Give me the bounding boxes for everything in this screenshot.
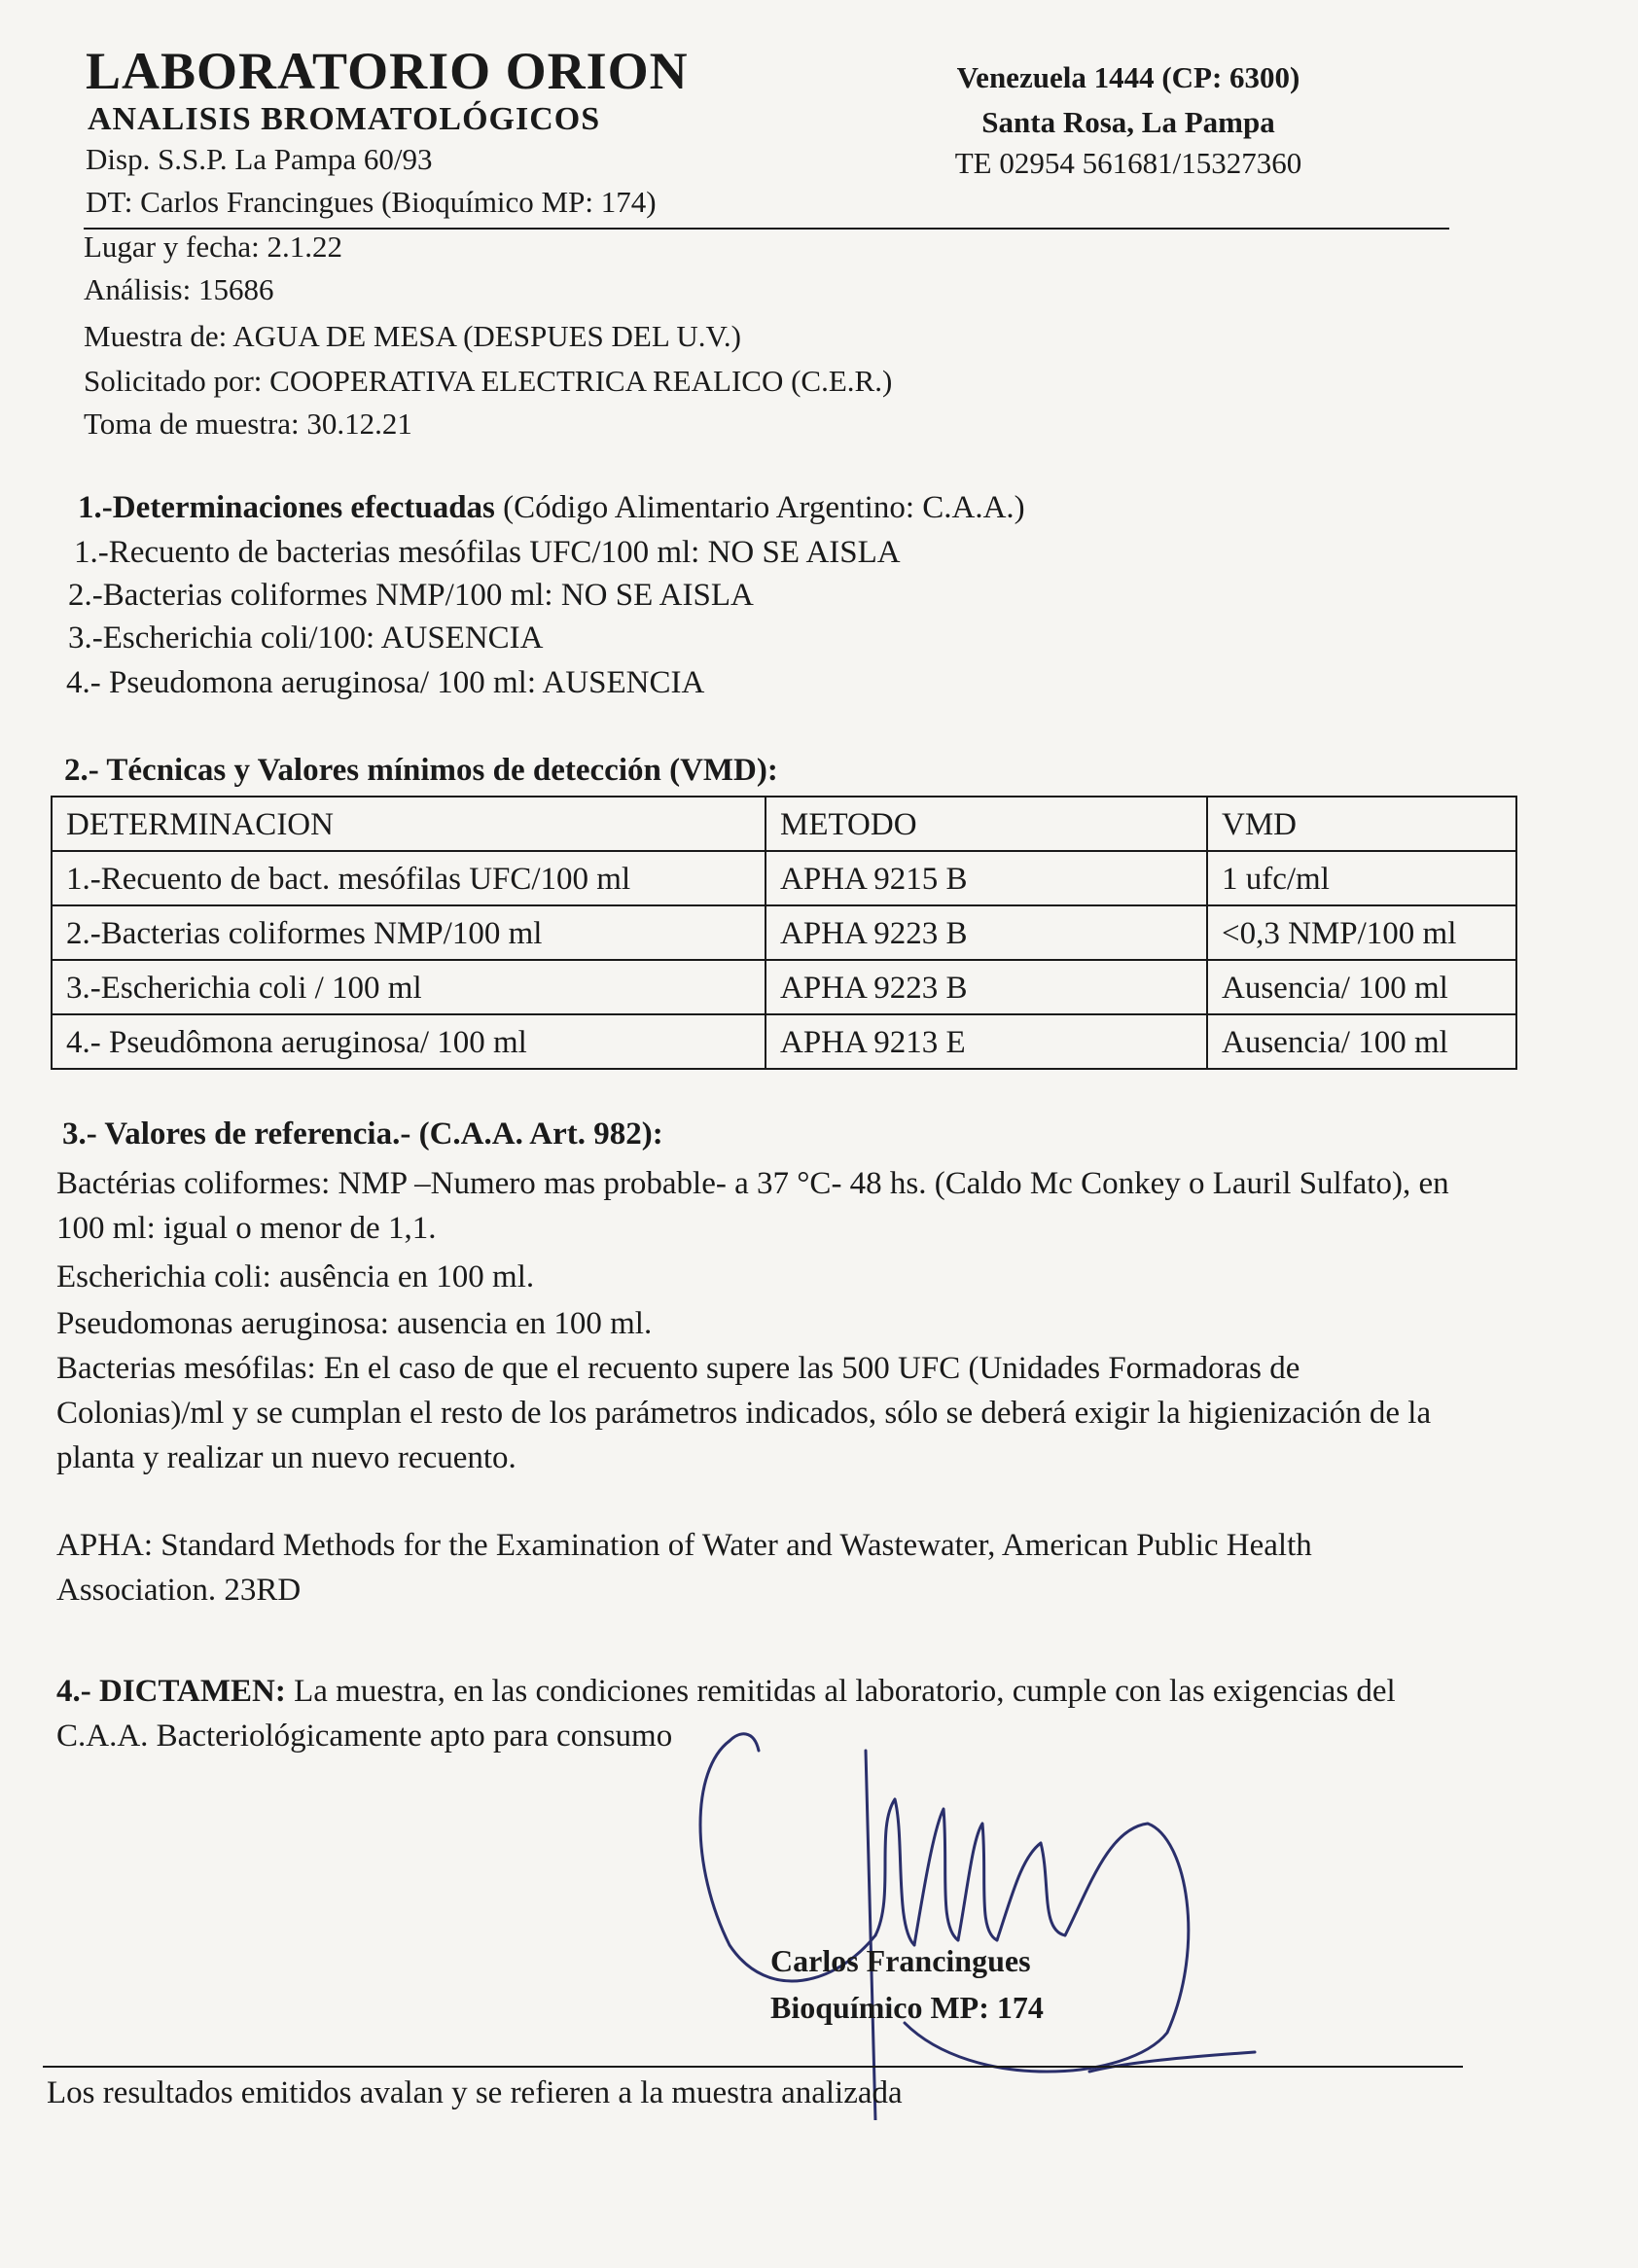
place-date: Lugar y fecha: 2.1.22: [84, 230, 342, 264]
table-cell: APHA 9223 B: [766, 905, 1207, 960]
reference-coliformes: Bactérias coliformes: NMP –Numero mas probable- a 37 °C- 48 hs. (Caldo Mc Conkey o Lauril Sulfato), en 100 ml: igual o menor de 1,1.: [56, 1166, 1449, 1246]
section1-title-normal: (Código Alimentario Argentino: C.A.A.): [494, 490, 1025, 525]
dictamen-text: La muestra, en las condiciones remitidas al laboratorio, cumple con las exigencias del C.A.A. Bacteriológicamente apto para consumo: [56, 1674, 1396, 1754]
section1-title: [78, 490, 1025, 526]
vmd-table: [51, 796, 1517, 1070]
technical-director: DT: Carlos Francingues (Bioquímico MP: 174): [86, 185, 657, 219]
table-row: [52, 1014, 1516, 1069]
reference-ecoli: Escherichia coli: ausência en 100 ml.: [56, 1259, 535, 1294]
table-cell: APHA 9223 B: [766, 960, 1207, 1014]
table-header: METODO: [766, 797, 1207, 851]
section1-item: 2.-Bacterias coliformes NMP/100 ml: NO SE AISLA: [68, 578, 754, 613]
table-header-row: [52, 797, 1516, 851]
lab-disposition: Disp. S.S.P. La Pampa 60/93: [86, 142, 433, 176]
section3-title: 3.- Valores de referencia.- (C.A.A. Art. 982):: [62, 1116, 663, 1152]
section1-title-bold: 1.-Determinaciones efectuadas: [78, 490, 495, 525]
table-cell: 1.-Recuento de bact. mesófilas UFC/100 ml: [52, 851, 766, 905]
dictamen-title: 4.- DICTAMEN:: [56, 1674, 286, 1709]
apha-reference: APHA: Standard Methods for the Examination of Water and Wastewater, American Public Health Association. 23RD: [56, 1528, 1312, 1608]
requested-by: Solicitado por: COOPERATIVA ELECTRICA REALICO (C.E.R.): [84, 364, 893, 398]
signature-name: Carlos Francingues: [770, 1943, 1031, 1978]
table-row: [52, 905, 1516, 960]
section1-item: 4.- Pseudomona aeruginosa/ 100 ml: AUSENCIA: [66, 665, 705, 700]
lab-name: LABORATORIO ORION: [86, 42, 689, 100]
table-header: DETERMINACION: [52, 797, 766, 851]
table-cell: APHA 9213 E: [766, 1014, 1207, 1069]
table-header: VMD: [1207, 797, 1516, 851]
table-cell: 4.- Pseudômona aeruginosa/ 100 ml: [52, 1014, 766, 1069]
address-line1: Venezuela 1444 (CP: 6300): [956, 60, 1300, 94]
table-row: [52, 960, 1516, 1014]
sampling-date: Toma de muestra: 30.12.21: [84, 407, 412, 441]
section1-item: 1.-Recuento de bacterias mesófilas UFC/100 ml: NO SE AISLA: [74, 535, 901, 570]
phone: TE 02954 561681/15327360: [954, 146, 1302, 180]
table-cell: <0,3 NMP/100 ml: [1207, 905, 1516, 960]
table-cell: Ausencia/ 100 ml: [1207, 1014, 1516, 1069]
table-row: [52, 851, 1516, 905]
table-cell: 1 ufc/ml: [1207, 851, 1516, 905]
table-cell: 2.-Bacterias coliformes NMP/100 ml: [52, 905, 766, 960]
section1-item: 3.-Escherichia coli/100: AUSENCIA: [68, 620, 544, 656]
footer-rule: [43, 2066, 1463, 2068]
handwritten-signature: [584, 1712, 1264, 2120]
sample-description: Muestra de: AGUA DE MESA (DESPUES DEL U.V.): [84, 319, 741, 353]
reference-mesofilas: Bacterias mesófilas: En el caso de que el recuento supere las 500 UFC (Unidades Formadoras de Colonias)/ml y se cumplan el resto de los parámetros indicados, sólo se deberá exigir la higienización de la planta y realizar un nuevo recuento.: [56, 1351, 1432, 1475]
address-line2: Santa Rosa, La Pampa: [981, 105, 1275, 139]
reference-pseudomonas: Pseudomonas aeruginosa: ausencia en 100 ml.: [56, 1306, 653, 1341]
footer-note: Los resultados emitidos avalan y se refieren a la muestra analizada: [47, 2075, 903, 2110]
analysis-number: Análisis: 15686: [84, 272, 274, 306]
table-cell: APHA 9215 B: [766, 851, 1207, 905]
section2-title: 2.- Técnicas y Valores mínimos de detección (VMD):: [64, 753, 778, 788]
lab-subtitle: ANALISIS BROMATOLÓGICOS: [88, 101, 601, 137]
table-cell: Ausencia/ 100 ml: [1207, 960, 1516, 1014]
signature-title: Bioquímico MP: 174: [770, 1990, 1044, 2025]
table-cell: 3.-Escherichia coli / 100 ml: [52, 960, 766, 1014]
